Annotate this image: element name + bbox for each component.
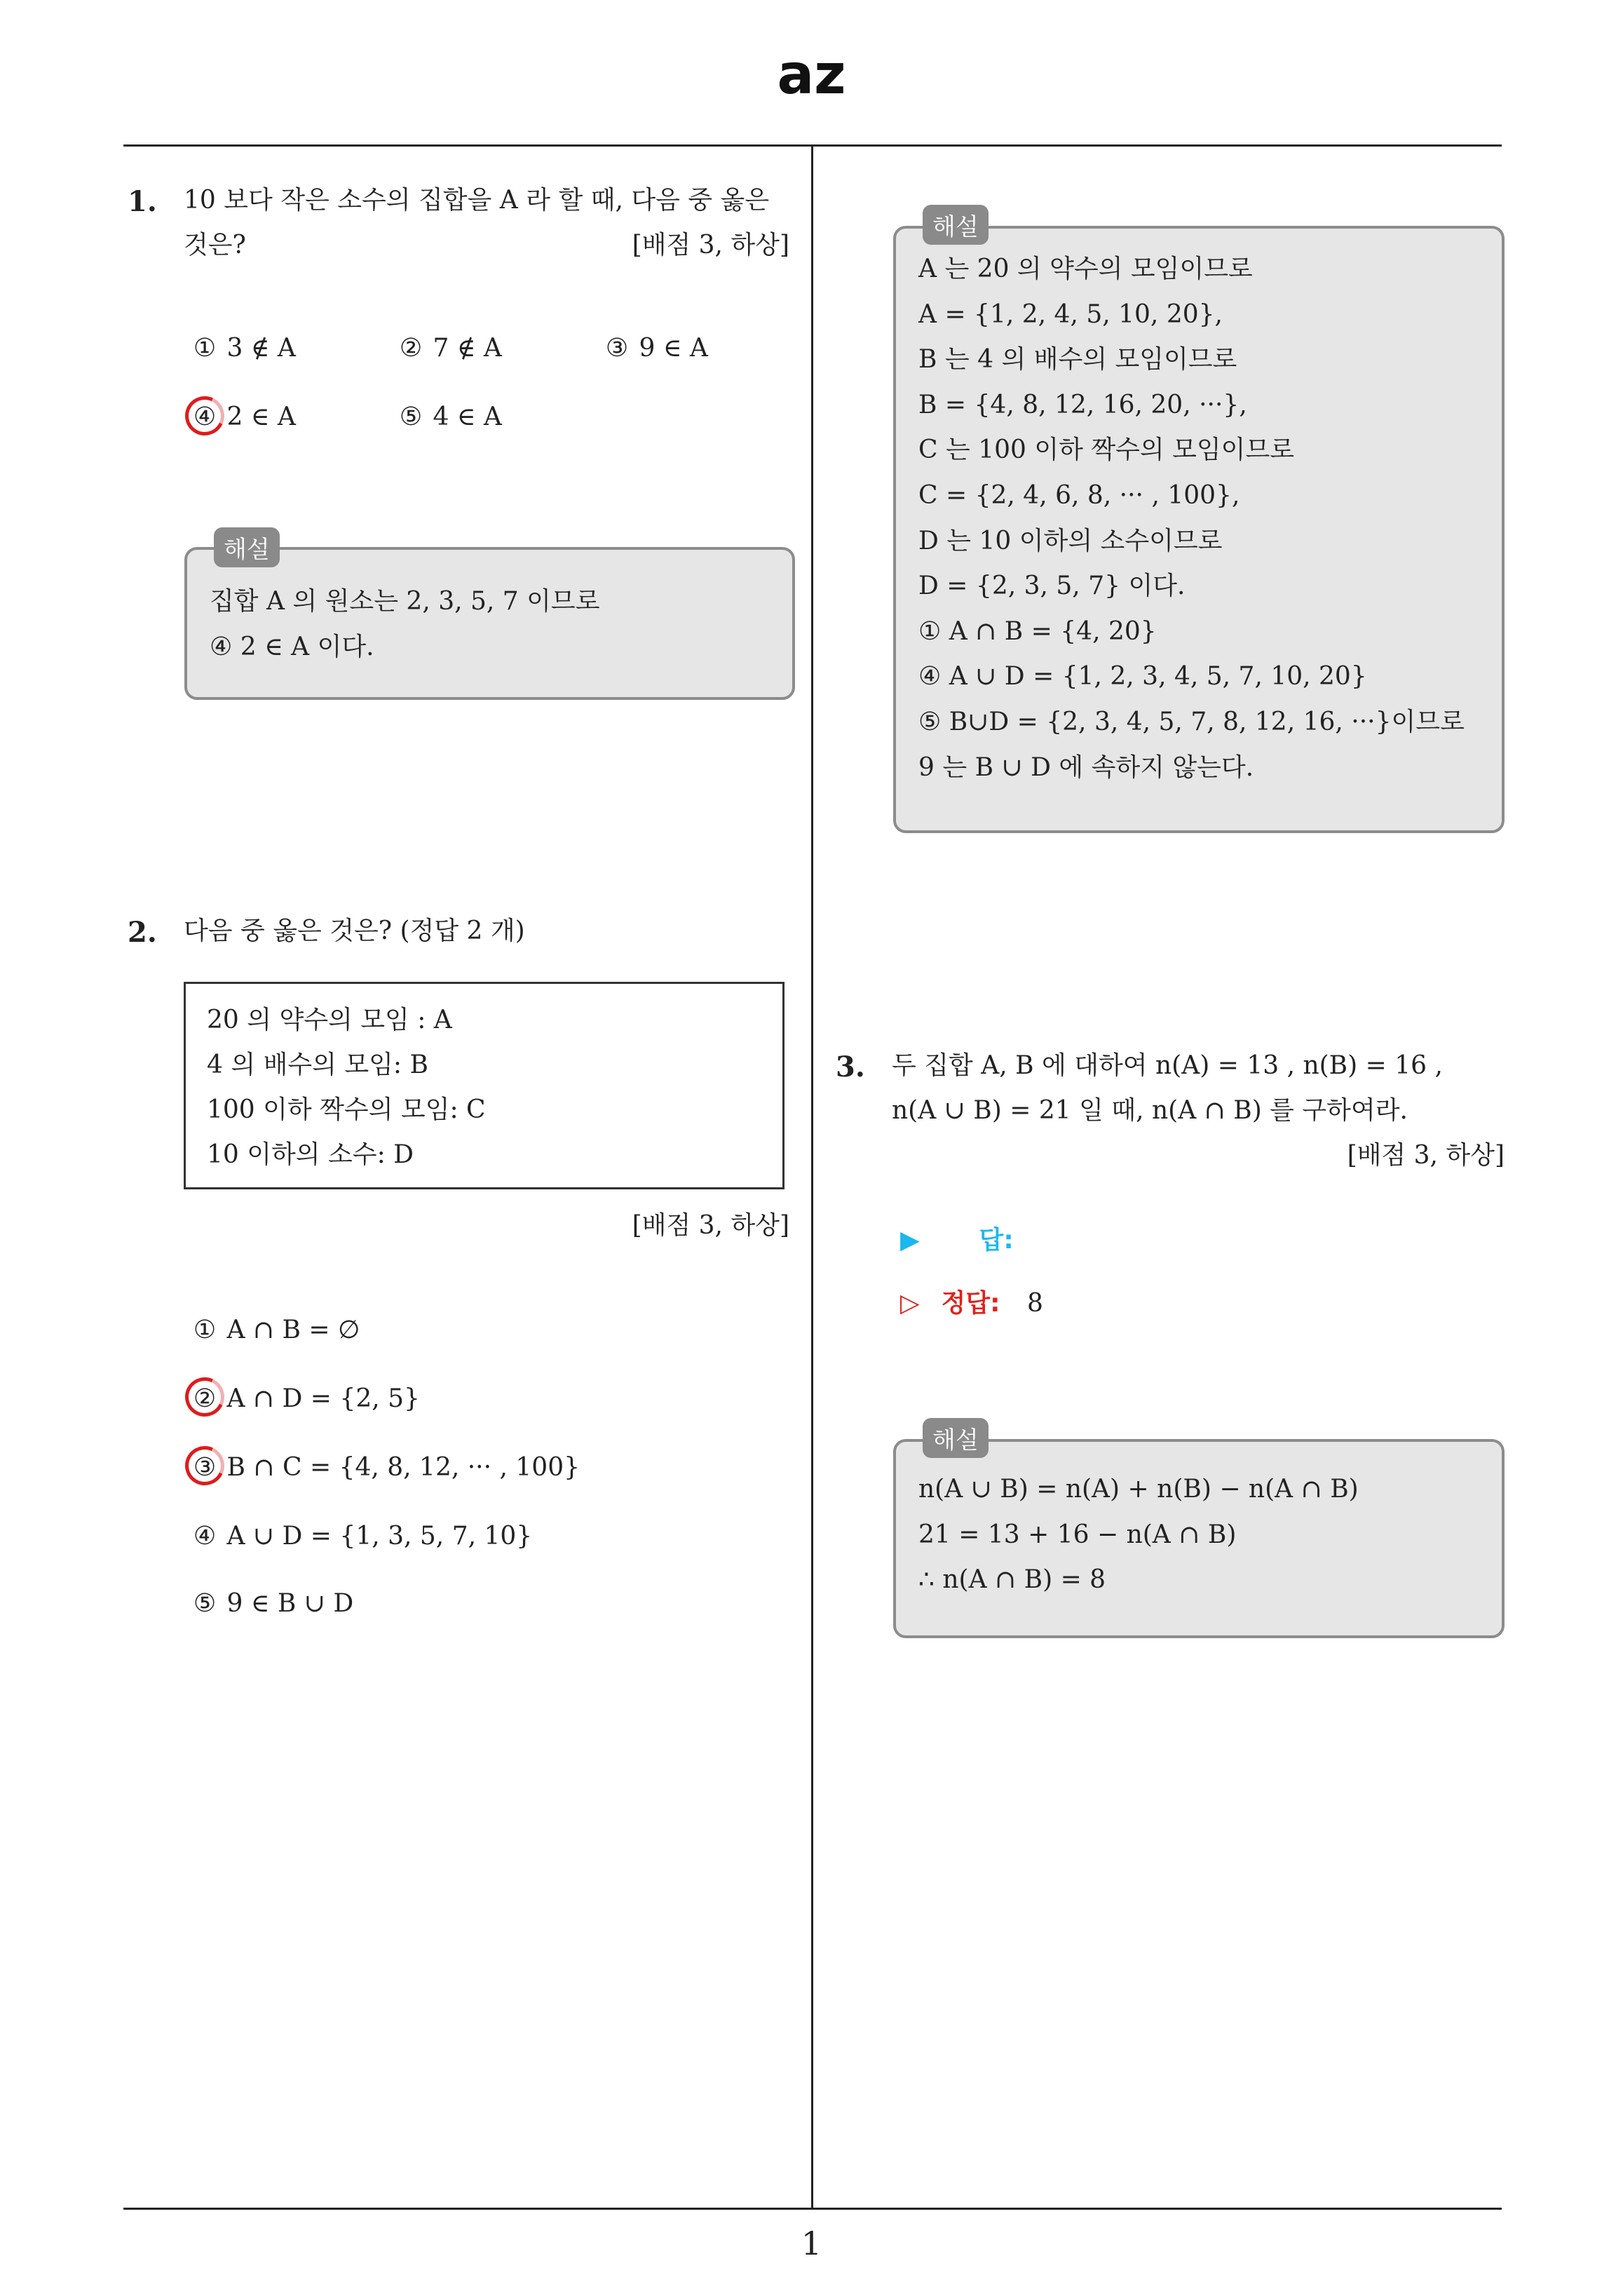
answer-mark-circle [179, 1440, 230, 1491]
condition-list [207, 998, 486, 1177]
condition-item: 20 의 약수의 모임 : A [207, 1006, 452, 1034]
choice-text: A ∩ B = ∅ [226, 1316, 360, 1344]
correct-answer-value: 8 [1027, 1289, 1043, 1318]
q2-solution-tag: 해설 [923, 205, 989, 245]
solution-line: ∴ n(A ∩ B) = 8 [918, 1565, 1106, 1595]
solution-line: 21 = 13 + 16 − n(A ∩ B) [918, 1520, 1237, 1549]
solution-line: 9 는 B ∪ D 에 속하지 않는다. [918, 752, 1254, 782]
q1-solution-tag: 해설 [214, 527, 280, 567]
correct-answer-row [900, 1283, 1043, 1319]
solution-line: ④ 2 ∈ A 이다. [210, 632, 374, 661]
choice-number: ② [193, 1384, 217, 1413]
solution-line: D 는 10 이하의 소수이므로 [918, 526, 1223, 555]
solution-line: ① A ∩ B = {4, 20} [918, 616, 1157, 646]
solution-line: ④ A ∪ D = {1, 2, 3, 4, 5, 7, 10, 20} [918, 662, 1367, 691]
question-1-score: [배점 3, 하상] [632, 231, 789, 259]
q3-solution-box [893, 1439, 1505, 1638]
choice-number: ④ [193, 403, 217, 431]
choice-text: 2 ∈ A [226, 403, 296, 431]
q3-solution-tag: 해설 [923, 1418, 989, 1458]
question-1-number: 1. [128, 185, 157, 218]
question-2-score: [배점 3, 하상] [632, 1211, 789, 1240]
correct-answer-label: 정답: [941, 1289, 1000, 1318]
question-2-text: 다음 중 옳은 것은? (정답 2 개) [184, 917, 525, 945]
choice-text: B ∩ C = {4, 8, 12, ··· , 100} [226, 1453, 580, 1482]
outline-arrow-icon: ▷ [900, 1289, 920, 1318]
choice-text: 3 ∉ A [226, 334, 296, 363]
condition-item: 4 의 배수의 모임: B [207, 1051, 428, 1079]
solution-line: B = {4, 8, 12, 16, 20, ···}, [918, 390, 1247, 419]
q1-choice-3[interactable] [603, 334, 708, 363]
q1-solution-box [184, 547, 795, 700]
solution-line: ⑤ B∪D = {2, 3, 4, 5, 7, 8, 12, 16, ···}이므로 [918, 707, 1465, 736]
solution-line: A 는 20 의 약수의 모임이므로 [918, 255, 1253, 283]
choice-text: A ∩ D = {2, 5} [226, 1384, 420, 1413]
choice-text: 7 ∉ A [433, 334, 502, 363]
q2-choice-4[interactable] [191, 1522, 532, 1551]
page-number: 1 [801, 2224, 822, 2262]
q2-choice-2[interactable] [191, 1384, 420, 1413]
question-3-number: 3. [836, 1051, 865, 1083]
solution-text [918, 247, 1465, 790]
footer-rule [123, 2208, 1502, 2210]
choice-number: ④ [193, 1522, 217, 1551]
solution-text [918, 1467, 1359, 1603]
choice-number: ② [399, 334, 423, 363]
solution-line: A = {1, 2, 4, 5, 10, 20}, [918, 299, 1223, 329]
choice-number: ③ [605, 334, 629, 363]
page-title: az [777, 43, 846, 107]
question-1-text-line2: 것은? [184, 231, 246, 259]
question-1-text-line1: 10 보다 작은 소수의 집합을 A 라 할 때, 다음 중 옳은 [184, 186, 770, 215]
choice-number: ③ [193, 1453, 217, 1482]
q2-condition-box [184, 982, 785, 1189]
answer-mark-circle [179, 391, 230, 441]
solution-line: D = {2, 3, 5, 7} 이다. [918, 572, 1186, 601]
condition-item: 100 이하 짝수의 모임: C [207, 1095, 486, 1124]
answer-mark-circle [179, 1372, 230, 1422]
choice-number: ① [193, 334, 217, 363]
solution-line: n(A ∪ B) = n(A) + n(B) − n(A ∩ B) [918, 1475, 1359, 1504]
q2-choice-1[interactable] [191, 1316, 360, 1344]
solution-line: C 는 100 이하 짝수의 모임이므로 [918, 435, 1295, 465]
q1-choice-1[interactable] [191, 334, 296, 363]
question-3-text-line2: n(A ∪ B) = 21 일 때, n(A ∩ B) 를 구하여라. [892, 1096, 1408, 1125]
solution-line: C = {2, 4, 6, 8, ··· , 100}, [918, 480, 1240, 510]
q2-choice-3[interactable] [191, 1453, 580, 1482]
choice-text: 9 ∈ A [639, 334, 708, 363]
question-3-text-line1: 두 집합 A, B 에 대하여 n(A) = 13 , n(B) = 16 , [892, 1051, 1443, 1080]
solution-line: B 는 4 의 배수의 모임이므로 [918, 345, 1237, 374]
choice-text: A ∪ D = {1, 3, 5, 7, 10} [226, 1522, 533, 1551]
choice-number: ① [193, 1316, 217, 1344]
q2-solution-box [893, 226, 1505, 833]
column-divider [811, 146, 813, 2208]
choice-text: 4 ∈ A [433, 403, 502, 431]
question-2-number: 2. [128, 916, 157, 949]
solution-line: 집합 A 의 원소는 2, 3, 5, 7 이므로 [210, 587, 600, 616]
solution-text [210, 579, 599, 670]
q1-choice-2[interactable] [397, 334, 502, 363]
question-3-score: [배점 3, 하상] [1347, 1141, 1505, 1170]
choice-number: ⑤ [193, 1589, 217, 1618]
choice-text: 9 ∈ B ∪ D [226, 1589, 354, 1618]
condition-item: 10 이하의 소수: D [207, 1140, 414, 1169]
q1-choice-5[interactable] [397, 403, 502, 431]
answer-label: 답: [979, 1226, 1014, 1255]
q2-choice-5[interactable] [191, 1589, 353, 1618]
answer-row [900, 1220, 1014, 1256]
play-arrow-icon: ▶ [900, 1226, 920, 1255]
choice-number: ⑤ [399, 403, 423, 431]
